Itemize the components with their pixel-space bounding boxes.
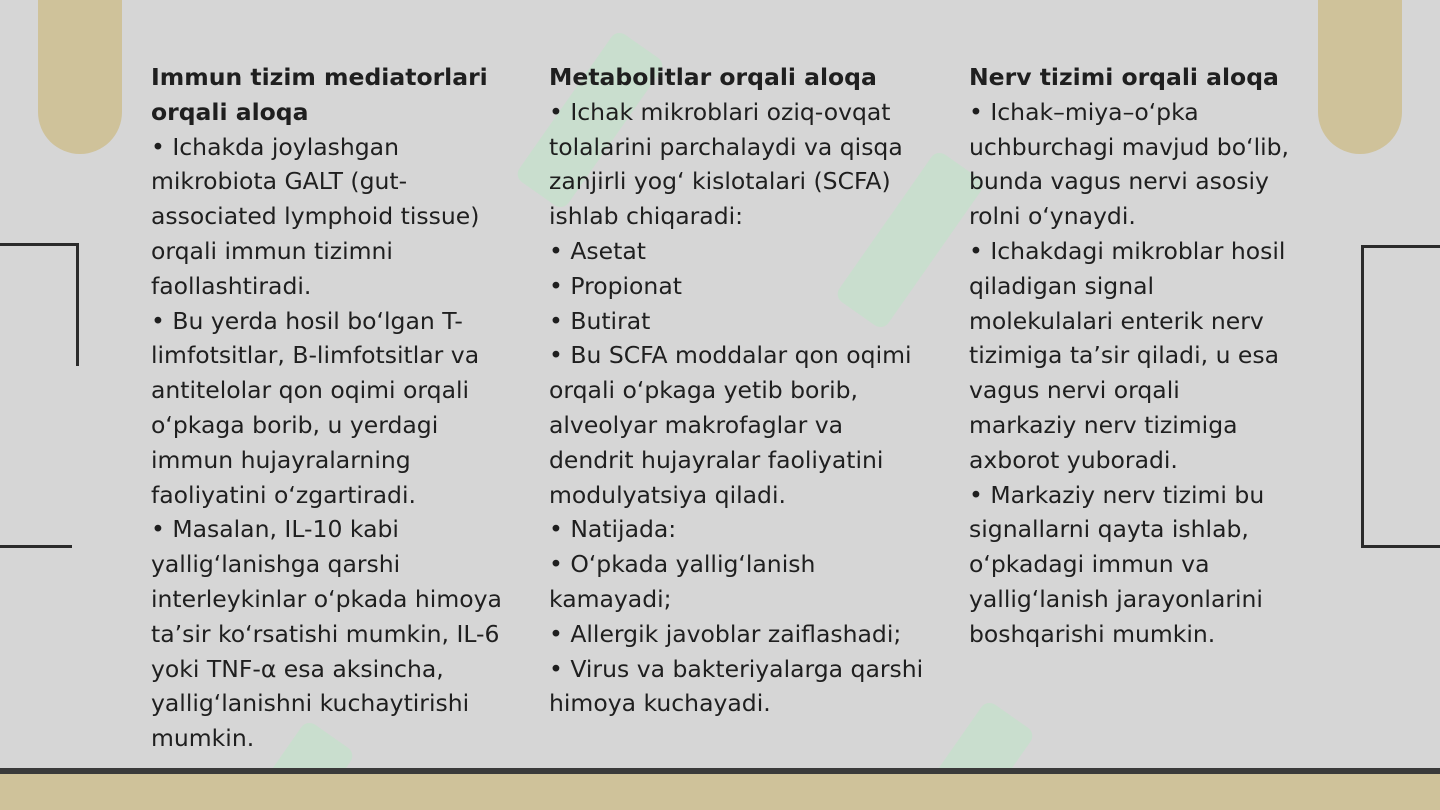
bullet-item: • Markaziy nerv tizimi bu signallarni qayta ishlab, o‘pkadagi immun va yallig‘lanish jarayonlarini boshqarishi mumkin.	[969, 480, 1265, 648]
bullet-item: • Ichakdagi mikroblar hosil qiladigan signal molekulalari enterik nerv tizimiga ta’sir qiladi, u esa vagus nervi orqali markaziy nerv tizimiga axborot yuboradi.	[969, 236, 1286, 474]
column-heading: Nerv tizimi orqali aloqa	[969, 63, 1279, 91]
bullet-item: • Bu SCFA moddalar qon oqimi orqali o‘pkaga yetib borib, alveolyar makrofaglar va dendrit hujayralar faoliyatini modulyatsiya qiladi.	[549, 341, 912, 509]
column-immune	[151, 60, 511, 756]
bullet-item: • Natijada:	[549, 515, 677, 544]
column-metabolites	[549, 60, 929, 721]
bullet-item: • Butirat	[549, 306, 651, 335]
bullet-item: • Propionat	[549, 271, 682, 300]
bracket-line-left-vertical	[76, 243, 79, 366]
bracket-line-left-top	[0, 243, 78, 246]
column-nervous	[969, 60, 1289, 652]
bullet-item: • Bu yerda hosil bo‘lgan T-limfotsitlar, B-limfotsitlar va antitelolar qon oqimi orqali o‘pkaga borib, u yerdagi immun hujayralarning faoliyatini o‘zgartiradi.	[151, 306, 480, 509]
column-heading: Metabolitlar orqali aloqa	[549, 63, 877, 91]
bracket-right	[1361, 245, 1440, 548]
bullet-item: • Virus va bakteriyalarga qarshi himoya kuchayadi.	[549, 654, 924, 718]
bullet-item: • Ichakda joylashgan mikrobiota GALT (gut-associated lymphoid tissue) orqali immun tizimni faollashtiradi.	[151, 132, 480, 300]
bullet-item: • Asetat	[549, 236, 646, 265]
bullet-item: • Masalan, IL-10 kabi yallig‘lanishga qarshi interleykinlar o‘pkada himoya ta’sir ko‘rsatishi mumkin, IL-6 yoki TNF-α esa aksincha, yallig‘lanishni kuchaytirishi mumkin.	[151, 515, 502, 753]
bullet-item: • Ichak–miya–o‘pka uchburchagi mavjud bo‘lib, bunda vagus nervi asosiy rolni o‘ynaydi.	[969, 97, 1290, 231]
decorative-tab-left	[38, 0, 122, 154]
bottom-band	[0, 774, 1440, 810]
column-heading: Immun tizim mediatorlari orqali aloqa	[151, 63, 488, 126]
bracket-line-left-bottom	[0, 545, 72, 548]
bullet-item: • O‘pkada yallig‘lanish kamayadi;	[549, 550, 816, 613]
bullet-item: • Allergik javoblar zaiflashadi;	[549, 619, 902, 648]
bullet-item: • Ichak mikroblari oziq-ovqat tolalarini parchalaydi va qisqa zanjirli yog‘ kislotalari (SCFA) ishlab chiqaradi:	[549, 97, 903, 231]
decorative-tab-right	[1318, 0, 1402, 154]
